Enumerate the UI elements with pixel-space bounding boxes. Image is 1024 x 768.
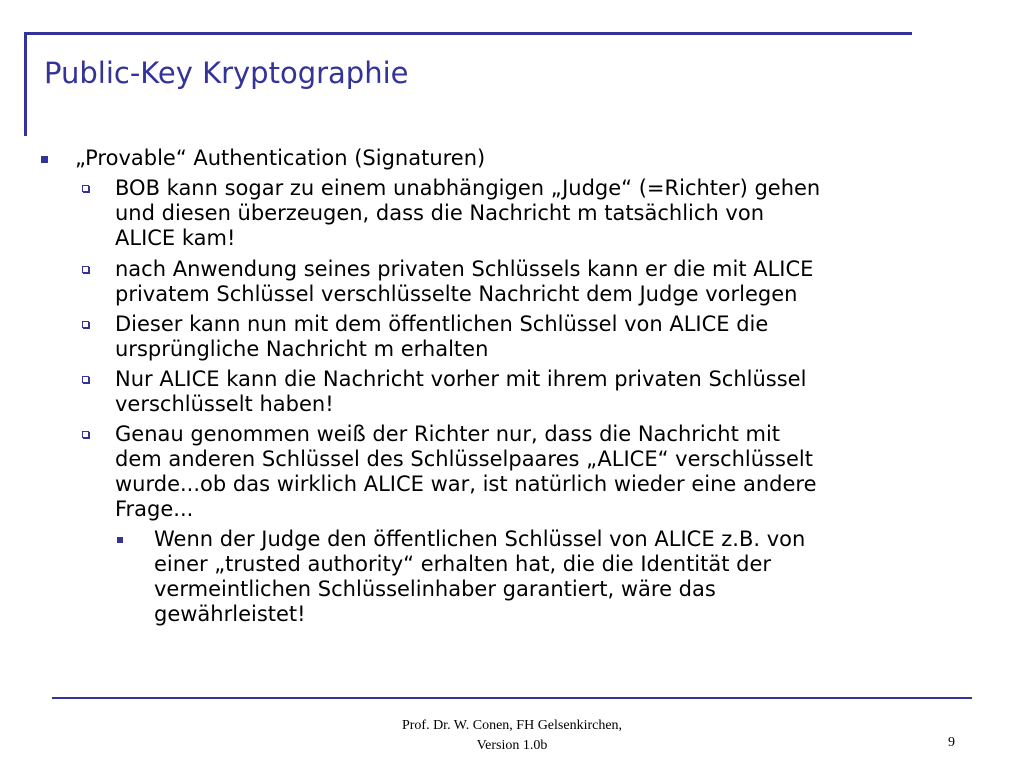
slide-title: Public-Key Kryptographie bbox=[44, 56, 409, 90]
level2-item-5-line-4: Frage... bbox=[115, 497, 194, 521]
level2-item-5-line-3: wurde...ob das wirklich ALICE war, ist natürlich wieder eine andere bbox=[115, 472, 817, 496]
level2-item-3-line-1: Dieser kann nun mit dem öffentlichen Schlüssel von ALICE die bbox=[115, 312, 769, 336]
level2-item-4-line-1: Nur ALICE kann die Nachricht vorher mit ihrem privaten Schlüssel bbox=[115, 367, 807, 391]
level2-item-1-line-3: ALICE kam! bbox=[115, 226, 236, 250]
level2-item-5-line-1: Genau genommen weiß der Richter nur, dass die Nachricht mit bbox=[115, 422, 781, 446]
title-frame-left-line bbox=[24, 32, 27, 136]
level2-bullet-icon bbox=[82, 431, 89, 438]
level2-item-2-line-1: nach Anwendung seines privaten Schlüssels kann er die mit ALICE bbox=[115, 257, 814, 281]
level3-line-3: vermeintlichen Schlüsselinhaber garantiert, wäre das bbox=[154, 577, 716, 601]
level3-line-2: einer „trusted authority“ erhalten hat, die die Identität der bbox=[154, 552, 772, 576]
footer-author: Prof. Dr. W. Conen, FH Gelsenkirchen, bbox=[401, 718, 623, 733]
level2-item-5-line-2: dem anderen Schlüssel des Schlüsselpaares „ALICE“ verschlüsselt bbox=[115, 447, 813, 471]
level2-bullet-icon bbox=[82, 376, 89, 383]
footer-version: Version 1.0b bbox=[476, 738, 548, 753]
level2-item-1-line-2: und diesen überzeugen, dass die Nachricht m tatsächlich von bbox=[115, 201, 765, 225]
level1-bullet-icon bbox=[41, 156, 48, 163]
level2-item-1-line-1: BOB kann sogar zu einem unabhängigen „Judge“ (=Richter) gehen bbox=[115, 176, 821, 200]
level2-bullet-icon bbox=[82, 185, 89, 192]
level3-line-4: gewährleistet! bbox=[154, 602, 306, 626]
level2-bullet-icon bbox=[82, 321, 89, 328]
footer-divider bbox=[52, 697, 972, 699]
level3-bullet-icon bbox=[117, 537, 123, 543]
page-number: 9 bbox=[948, 735, 955, 750]
level2-item-2-line-2: privatem Schlüssel verschlüsselte Nachricht dem Judge vorlegen bbox=[115, 282, 798, 306]
level2-item-4-line-2: verschlüsselt haben! bbox=[115, 392, 334, 416]
level1-bullet-text: „Provable“ Authentication (Signaturen) bbox=[75, 146, 486, 170]
level3-line-1: Wenn der Judge den öffentlichen Schlüssel von ALICE z.B. von bbox=[154, 527, 806, 551]
title-frame-top-line bbox=[24, 32, 912, 35]
level2-item-3-line-2: ursprüngliche Nachricht m erhalten bbox=[115, 337, 489, 361]
level2-bullet-icon bbox=[82, 266, 89, 273]
